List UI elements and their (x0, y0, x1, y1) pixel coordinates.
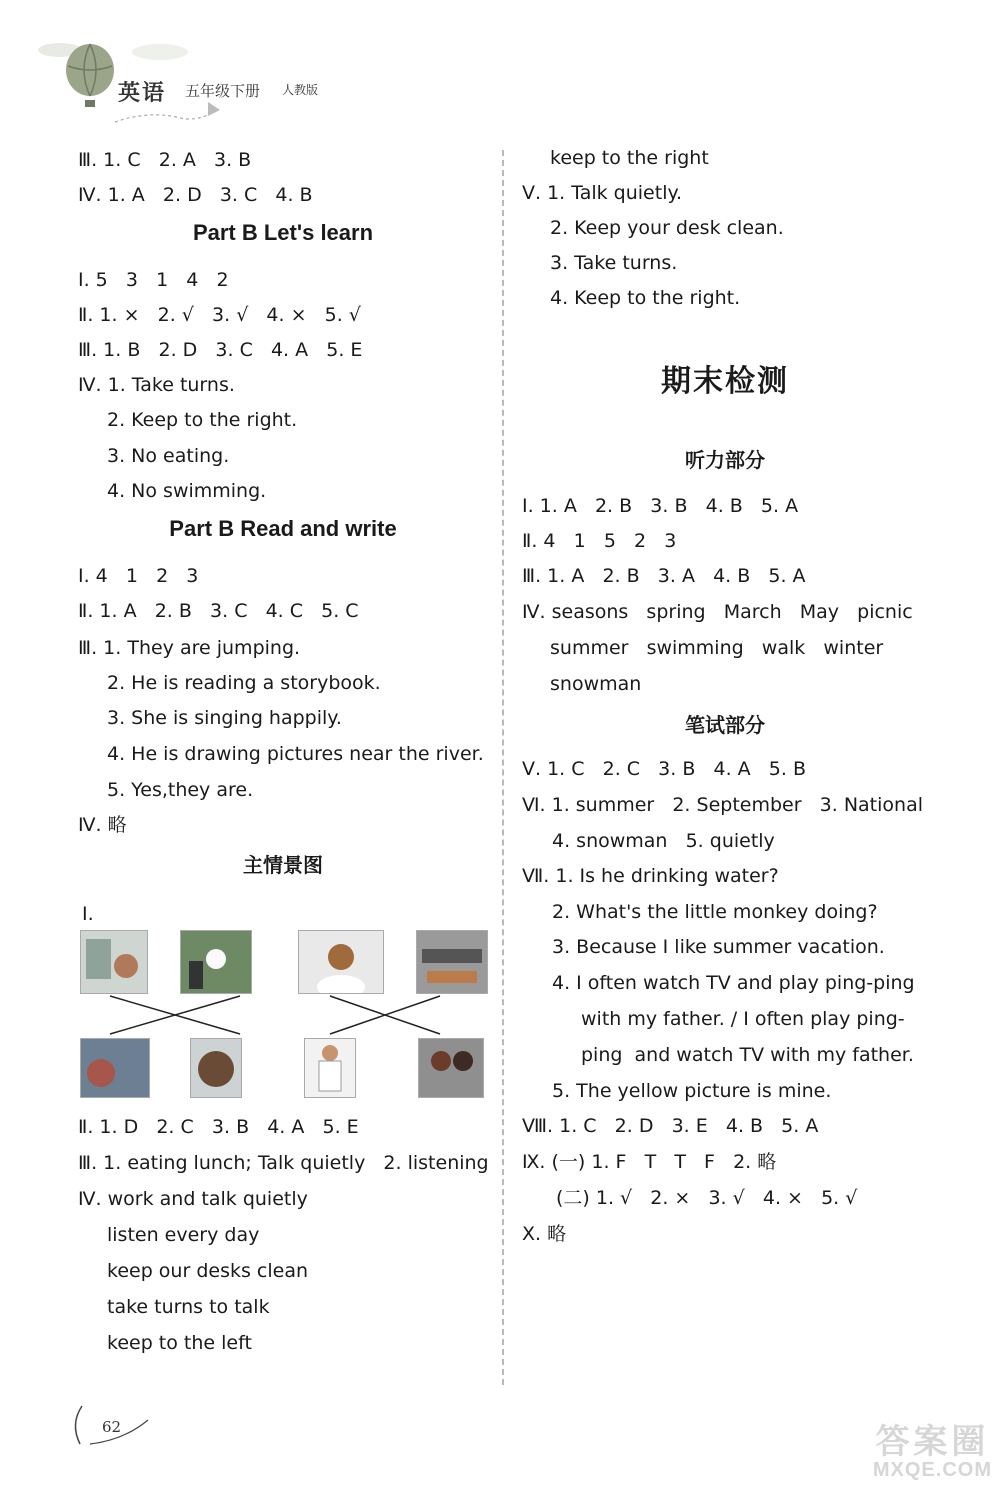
answer-line: Ⅱ. 1. A 2. B 3. C 4. C 5. C (78, 600, 359, 622)
answer-line: Ⅱ. 1. D 2. C 3. B 4. A 5. E (78, 1116, 359, 1138)
answer-line: take turns to talk (107, 1296, 270, 1318)
answer-line: 2. Keep to the right. (107, 409, 298, 431)
watermark-line: MXQE.COM (872, 1459, 992, 1481)
answer-line: 4. Keep to the right. (550, 287, 741, 309)
section-title-read-write: Part B Read and write (169, 516, 397, 541)
final-exam-title: 期末检测 (661, 364, 789, 399)
answer-line: 4. I often watch TV and play ping-ping (552, 972, 915, 994)
answer-line: keep to the right (550, 147, 709, 169)
answer-line: Ⅳ. work and talk quietly (78, 1188, 308, 1210)
answer-line: Ⅷ. 1. C 2. D 3. E 4. B 5. A (522, 1115, 819, 1137)
scene-picture (190, 1038, 242, 1098)
answer-line: listen every day (107, 1224, 260, 1246)
answer-line: Ⅴ. 1. Talk quietly. (522, 182, 683, 204)
answer-line: Ⅰ. 4 1 2 3 (78, 565, 199, 587)
answer-line: Ⅰ. (82, 903, 94, 925)
answer-line: Ⅲ. 1. eating lunch; Talk quietly 2. listening (78, 1152, 489, 1174)
section-title-written: 笔试部分 (685, 713, 765, 737)
answer-line: Ⅰ. 5 3 1 4 2 (78, 269, 229, 291)
scene-picture (180, 930, 252, 994)
answer-line: 3. Because I like summer vacation. (552, 936, 885, 958)
answer-line: Ⅱ. 4 1 5 2 3 (522, 530, 677, 552)
answer-line: Ⅳ. seasons spring March May picnic (522, 601, 913, 623)
section-title-lets-learn: Part B Let's learn (192, 220, 374, 245)
answer-line: keep to the left (107, 1332, 252, 1354)
watermark-line: 答案圈 (875, 1423, 990, 1461)
scene-picture (418, 1038, 484, 1098)
answer-line: Ⅲ. 1. A 2. B 3. A 4. B 5. A (522, 565, 806, 587)
header-grade: 五年级下册 (185, 82, 261, 100)
answer-line: Ⅵ. 1. summer 2. September 3. National (522, 794, 923, 816)
answer-line: Ⅲ. 1. They are jumping. (78, 637, 301, 659)
header-edition: 人教版 (282, 83, 319, 97)
answer-line: 5. The yellow picture is mine. (552, 1080, 832, 1102)
section-title-listening: 听力部分 (685, 448, 765, 472)
answer-line: 2. He is reading a storybook. (107, 672, 381, 694)
answer-line: ping and watch TV with my father. (581, 1044, 914, 1066)
scene-picture (304, 1038, 356, 1098)
answer-line: Ⅳ. 略 (78, 814, 127, 836)
header-subject: 英语 (118, 81, 167, 106)
scene-picture (416, 930, 488, 994)
answer-line: 3. She is singing happily. (107, 707, 342, 729)
answer-line: 3. No eating. (107, 445, 230, 467)
answer-line: 2. What's the little monkey doing? (552, 901, 878, 923)
scene-picture (80, 930, 148, 994)
answer-line: 3. Take turns. (550, 252, 678, 274)
answer-line: Ⅳ. 1. Take turns. (78, 374, 235, 396)
answer-line: Ⅳ. 1. A 2. D 3. C 4. B (78, 184, 313, 206)
answer-line: with my father. / I often play ping- (581, 1008, 905, 1030)
answer-line: summer swimming walk winter (550, 637, 884, 659)
answer-line: 4. No swimming. (107, 480, 267, 502)
column-divider (502, 150, 504, 1385)
answer-line: keep our desks clean (107, 1260, 309, 1282)
answer-line: Ⅹ. 略 (522, 1223, 567, 1245)
matching-lines (100, 994, 480, 1036)
answer-line: (二) 1. √ 2. × 3. √ 4. × 5. √ (556, 1187, 858, 1209)
answer-line: Ⅴ. 1. C 2. C 3. B 4. A 5. B (522, 758, 806, 780)
page-number: 62 (102, 1418, 122, 1436)
answer-line: 4. He is drawing pictures near the river. (107, 743, 484, 765)
answer-line: 4. snowman 5. quietly (552, 830, 775, 852)
watermark (873, 1414, 992, 1482)
answer-line: Ⅲ. 1. C 2. A 3. B (78, 149, 252, 171)
section-title-scene: 主情景图 (243, 853, 323, 877)
answer-line: Ⅲ. 1. B 2. D 3. C 4. A 5. E (78, 339, 363, 361)
scene-picture (80, 1038, 150, 1098)
answer-line: 2. Keep your desk clean. (550, 217, 784, 239)
answer-line: Ⅸ. (一) 1. F T T F 2. 略 (522, 1151, 777, 1173)
answer-line: Ⅰ. 1. A 2. B 3. B 4. B 5. A (522, 495, 799, 517)
answer-line: snowman (550, 673, 642, 695)
scene-picture (298, 930, 384, 994)
answer-line: Ⅱ. 1. × 2. √ 3. √ 4. × 5. √ (78, 304, 361, 326)
answer-line: 5. Yes,they are. (107, 779, 254, 801)
answer-line: Ⅶ. 1. Is he drinking water? (522, 865, 779, 887)
